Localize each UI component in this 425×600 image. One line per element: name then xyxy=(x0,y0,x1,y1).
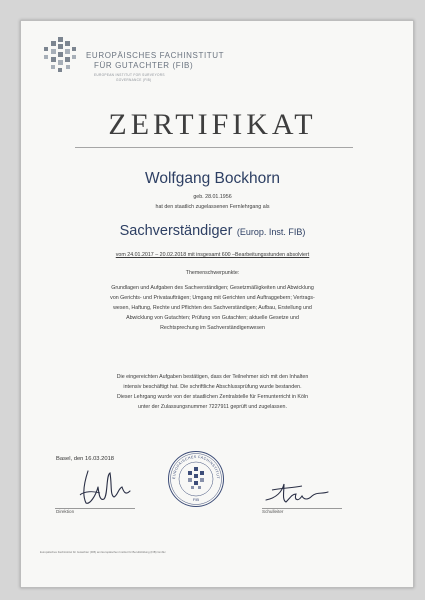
topics-line: wesen, Haftung, Rechte und Pflichten des Sachverständigen; Aufbau, Erstellung und xyxy=(113,305,312,311)
topics-line: Abwicklung von Gutachten; Prüfung von Gutachten; aktuelle Gesetze und xyxy=(126,315,299,321)
footer-text: Europäisches Fachinstitut für Gutachter (FIB) am Europäischen Institut für Berufsbildung (FIB) GmbH xyxy=(40,550,166,554)
statement-line: Die eingereichten Aufgaben bestätigen, dass der Teilnehmer sich mit den Inhalten xyxy=(116,374,309,380)
course-period-text: vom 24.01.2017 – 20.02.2018 mit insgesamt 600 –Bearbeitungsstunden absolviert xyxy=(115,252,310,258)
seal-abbr: FIB xyxy=(192,497,200,502)
topics-line: von Gerichts- und Privataufträgen; Umgang mit Gerichten und Auftraggebern; Vertrags- xyxy=(110,295,315,301)
place-date: Basel, den 16.03.2018 xyxy=(56,456,115,462)
director-signature xyxy=(74,465,154,507)
course-intro: hat den staatlich zugelassenen Fernlehrgang als xyxy=(155,204,270,210)
qualification-suffix: (Europ. Inst. FIB) xyxy=(236,227,306,237)
logo-subline-2: GOVERNANCE (FIB) xyxy=(116,78,152,82)
statement-line: intensiv beschäftigt hat. Die schriftliche Abschlussprüfung wurde bestanden. xyxy=(123,384,302,390)
statement-line: Dieser Lehrgang wurde von der staatlichen Zentralstelle für Fernunterricht in Köln xyxy=(116,394,309,400)
title-divider xyxy=(75,147,353,148)
qualification-title xyxy=(0,222,425,240)
logo-subline-1: EUROPEAN INSTITUT FOR SURVEYORS xyxy=(94,73,165,77)
recipient-name: Wolfgang Bockhorn xyxy=(145,170,280,187)
topics-line: Rechtsprechung im Sachverständigenwesen xyxy=(160,325,265,331)
principal-signature xyxy=(262,478,332,508)
principal-label: Schulleiter xyxy=(262,509,284,514)
topics-body xyxy=(0,283,425,333)
qualification-main: Sachverständiger xyxy=(119,223,233,239)
director-label: Direktion xyxy=(56,509,75,514)
course-period xyxy=(0,250,425,260)
institute-logo-icon xyxy=(40,35,82,77)
institute-seal-icon xyxy=(167,450,225,508)
seal-text: EUROPÄISCHES FACHINSTITUT xyxy=(171,454,221,480)
logo-line-2: FÜR GUTACHTER (FIB) xyxy=(94,61,194,70)
logo-line-1: EUROPÄISCHES FACHINSTITUT xyxy=(86,51,225,60)
topics-line: Grundlagen und Aufgaben des Sachverständigen; Gesetzmäßigkeiten und Abwicklung xyxy=(111,285,314,291)
statement-line: unter der Zulassungsnummer 7227911 geprüft und zugelassen. xyxy=(138,404,287,410)
statement-body xyxy=(0,372,425,412)
topics-heading: Themenschwerpunkte: xyxy=(185,270,240,276)
certificate-title: ZERTIFIKAT xyxy=(108,108,317,141)
birth-date: geb. 28.01.1956 xyxy=(193,194,232,200)
